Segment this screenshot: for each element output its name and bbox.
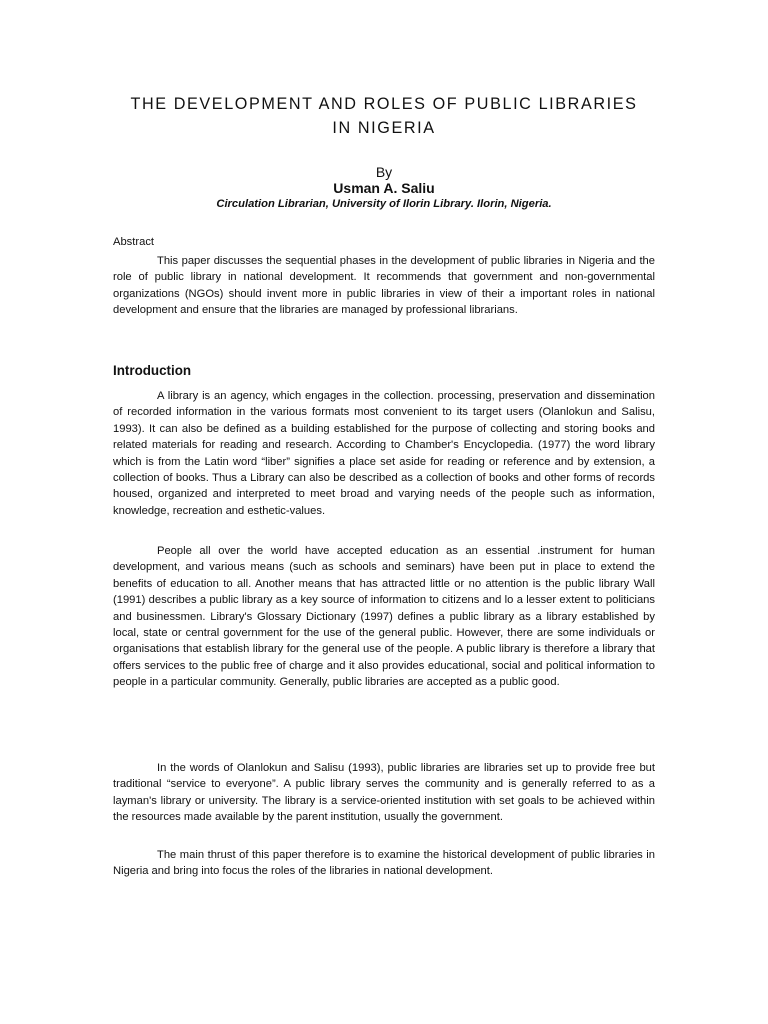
body-paragraph-3: In the words of Olanlokun and Salisu (1993), public libraries are libraries set up to provide free but traditional “service to everyone”. A public library serves the community and is generally referred to as a layman's library or university. The library is a service-oriented institution with set goals to be achieved within the resources made available by the parent institution, usually the government. [113, 762, 655, 824]
paper-title [0, 92, 768, 140]
body-paragraph-2: People all over the world have accepted education as an essential .instrument for human development, and various means (such as schools and seminars) have been put in place to extend the benefits of education to all. Another means that has attracted little or no attention is the public library Wall (1991) describes a public library as a key source of information to citizens and lo a lesser extent to politicians and businessmen. Library's Glossary Dictionary (1997) defines a public library as a library established by local, state or central government for the use of the general public. However, there are some individuals or organisations that establish library for the general use of the people. A public library is therefore a library that offers services to the public free of charge and it also provides educational, social and political information to people in a particular community. Generally, public libraries are accepted as a public good. [113, 545, 655, 689]
abstract-paragraph: This paper discusses the sequential phases in the development of public libraries in Nigeria and the role of public library in national development. It recommends that government and non-governmental organizations (NGOs) should invent more in public libraries in view of their a important roles in national development and ensure that the libraries are managed by professional librarians. [113, 255, 655, 317]
by-label: By [375, 164, 393, 180]
abstract-label: Abstract [113, 236, 155, 248]
body-paragraph-4: The main thrust of this paper therefore is to examine the historical development of public libraries in Nigeria and bring into focus the roles of the libraries in national development. [113, 849, 655, 878]
title-line-2: IN NIGERIA [332, 119, 436, 137]
author-affiliation: Circulation Librarian, University of Ilorin Library. Ilorin, Nigeria. [216, 198, 552, 210]
title-line-1: THE DEVELOPMENT AND ROLES OF PUBLIC LIBRARIES [130, 95, 638, 113]
body-paragraph-1: A library is an agency, which engages in the collection. processing, preservation and dissemination of recorded information in the various formats most convenient to its target users (Olanlokun and Salisu, 1993). It can also be defined as a building established for the purpose of collecting and storing books and related materials for reading and research. According to Chamber's Encyclopedia. (1977) the word library which is from the Latin word “liber” signifies a place set aside for reading or reference and by extension, a collection of books. Thus a Library can also be described as a collection of books and other forms of records housed, organized and interpreted to meet broad and varying needs of the people such as information, knowledge, recreation and esthetic-values. [113, 390, 655, 517]
author-name: Usman A. Saliu [333, 180, 435, 196]
introduction-heading: Introduction [113, 363, 192, 378]
